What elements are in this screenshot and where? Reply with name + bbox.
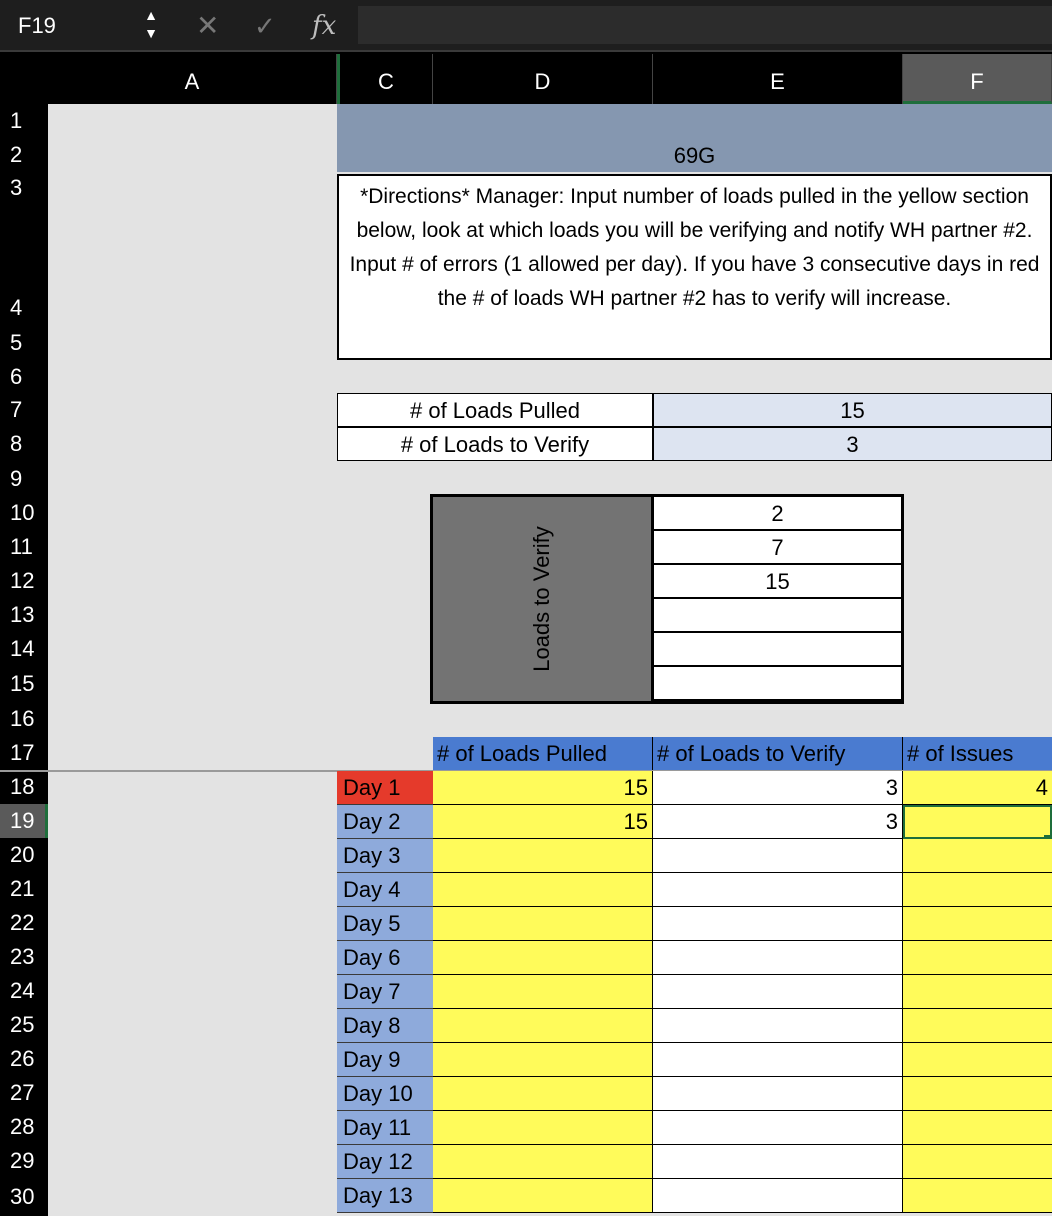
row-header-21[interactable]: 21 (10, 876, 35, 901)
row-header-8[interactable]: 8 (10, 431, 23, 456)
day-label-cell[interactable]: Day 9 (337, 1043, 433, 1077)
row-header-2[interactable]: 2 (10, 142, 23, 167)
loads-pulled-cell[interactable] (433, 907, 653, 941)
enter-icon[interactable]: ✓ (254, 11, 276, 41)
loads-verify-cell[interactable] (653, 1043, 903, 1077)
row-header-11[interactable]: 11 (10, 534, 33, 559)
loads-to-verify-box (430, 494, 904, 704)
loads-pulled-cell[interactable]: 15 (433, 771, 653, 805)
row-header-16[interactable]: 16 (10, 706, 35, 731)
row-header-18[interactable]: 18 (10, 774, 35, 799)
issues-cell[interactable] (903, 941, 1052, 975)
formula-input[interactable] (358, 6, 1052, 44)
loads-pulled-cell[interactable] (433, 1145, 653, 1179)
row-header-26[interactable]: 26 (10, 1046, 35, 1071)
row-header-5[interactable]: 5 (10, 330, 23, 355)
row-header-14[interactable]: 14 (10, 636, 35, 661)
day-label-cell[interactable]: Day 7 (337, 975, 433, 1009)
header-loads-to-verify[interactable]: # of Loads to Verify (653, 737, 903, 771)
loads-verify-cell[interactable]: 3 (653, 805, 903, 839)
day-label-cell[interactable]: Day 5 (337, 907, 433, 941)
verify-load-cell[interactable]: 7 (654, 531, 901, 565)
row-header-4[interactable]: 4 (10, 295, 23, 320)
header-issues[interactable]: # of Issues (903, 737, 1052, 771)
column-headers (0, 54, 1052, 104)
loads-verify-cell[interactable] (653, 975, 903, 1009)
cancel-icon[interactable]: ✕ (196, 10, 220, 41)
row-header-17[interactable]: 17 (10, 740, 35, 765)
loads-verify-cell[interactable] (653, 1111, 903, 1145)
loads-pulled-cell[interactable] (433, 1009, 653, 1043)
loads-to-verify-list (654, 497, 901, 701)
verify-load-cell[interactable] (654, 633, 901, 667)
column-header-e[interactable]: E (653, 54, 903, 104)
loads-pulled-value[interactable]: 15 (653, 393, 1052, 427)
insert-function-icon[interactable]: fx (312, 11, 337, 41)
loads-verify-cell[interactable] (653, 1145, 903, 1179)
day-label-cell[interactable]: Day 2 (337, 805, 433, 839)
issues-cell[interactable] (903, 1111, 1052, 1145)
row-headers (0, 104, 48, 1216)
day-label-cell[interactable]: Day 13 (337, 1179, 433, 1213)
loads-pulled-cell[interactable]: 15 (433, 805, 653, 839)
loads-verify-cell[interactable] (653, 873, 903, 907)
issues-cell[interactable] (903, 839, 1052, 873)
row-header-28[interactable]: 28 (10, 1114, 35, 1139)
row-header-6[interactable]: 6 (10, 364, 23, 389)
loads-verify-cell[interactable] (653, 1077, 903, 1111)
loads-verify-label: # of Loads to Verify (337, 427, 653, 461)
issues-cell[interactable] (903, 1179, 1052, 1213)
issues-cell[interactable] (903, 975, 1052, 1009)
directions-cell[interactable]: *Directions* Manager: Input number of loads pulled in the yellow section below, look at which loads you will be verifying and notify WH partner #2. Input # of errors (1 allowed per day). If you have 3 consecutive days in red the # of loads WH partner #2 has to verify will increase. (337, 174, 1052, 360)
loads-verify-cell[interactable] (653, 1179, 903, 1213)
row-header-9[interactable]: 9 (10, 466, 23, 491)
day-label-cell[interactable]: Day 12 (337, 1145, 433, 1179)
row-header-22[interactable]: 22 (10, 910, 35, 935)
issues-cell[interactable] (903, 1145, 1052, 1179)
loads-pulled-cell[interactable] (433, 839, 653, 873)
issues-cell[interactable] (903, 1077, 1052, 1111)
row-header-29[interactable]: 29 (10, 1148, 35, 1173)
loads-pulled-cell[interactable] (433, 941, 653, 975)
issues-cell[interactable] (903, 1009, 1052, 1043)
formula-bar (0, 0, 1052, 52)
loads-to-verify-label: Loads to Verify (528, 526, 554, 672)
row-header-7[interactable]: 7 (10, 397, 23, 422)
day-label-cell[interactable]: Day 8 (337, 1009, 433, 1043)
row-header-23[interactable]: 23 (10, 944, 35, 969)
day-label-cell[interactable]: Day 6 (337, 941, 433, 975)
column-header-d[interactable]: D (433, 54, 653, 104)
day-label-cell[interactable]: Day 3 (337, 839, 433, 873)
loads-verify-value[interactable]: 3 (653, 427, 1052, 461)
row-header-19[interactable]: 19 (0, 804, 48, 838)
issues-cell[interactable] (903, 873, 1052, 907)
day-label-cell[interactable]: Day 1 (337, 771, 433, 805)
row-header-15[interactable]: 15 (10, 671, 35, 696)
day-label-cell[interactable]: Day 10 (337, 1077, 433, 1111)
loads-verify-cell[interactable]: 3 (653, 771, 903, 805)
issues-cell[interactable]: 4 (903, 771, 1052, 805)
row-header-12[interactable]: 12 (10, 568, 35, 593)
loads-verify-cell[interactable] (653, 941, 903, 975)
day-label-cell[interactable]: Day 4 (337, 873, 433, 907)
verify-load-cell[interactable] (654, 599, 901, 633)
loads-to-verify-label-cell[interactable] (433, 497, 654, 701)
column-header-f[interactable]: F (903, 54, 1052, 104)
issues-cell[interactable] (903, 907, 1052, 941)
row-header-27[interactable]: 27 (10, 1080, 35, 1105)
name-box-stepper-icon[interactable]: ▲ ▼ (144, 7, 158, 41)
row-header-1[interactable]: 1 (10, 108, 23, 133)
loads-pulled-cell[interactable] (433, 873, 653, 907)
sheet-title: 69G (673, 143, 716, 168)
row-header-20[interactable]: 20 (10, 842, 35, 867)
loads-pulled-cell[interactable] (433, 1043, 653, 1077)
loads-verify-cell[interactable] (653, 839, 903, 873)
sheet-title-cell[interactable] (337, 104, 1052, 172)
verify-load-cell[interactable]: 15 (654, 565, 901, 599)
row-header-30[interactable]: 30 (10, 1184, 35, 1209)
loads-pulled-cell[interactable] (433, 1179, 653, 1213)
name-box[interactable]: F19 (18, 13, 56, 38)
column-header-c[interactable]: C (337, 54, 433, 104)
header-loads-pulled[interactable]: # of Loads Pulled (433, 737, 653, 771)
issues-cell[interactable] (903, 1043, 1052, 1077)
loads-pulled-label: # of Loads Pulled (337, 393, 653, 427)
loads-verify-cell[interactable] (653, 1009, 903, 1043)
loads-pulled-cell[interactable] (433, 1111, 653, 1145)
column-header-a[interactable]: A (48, 54, 337, 104)
loads-verify-cell[interactable] (653, 907, 903, 941)
loads-pulled-cell[interactable] (433, 975, 653, 1009)
row-header-24[interactable]: 24 (10, 978, 35, 1003)
verify-load-cell[interactable]: 2 (654, 497, 901, 531)
row-header-13[interactable]: 13 (10, 602, 35, 627)
verify-load-cell[interactable] (654, 667, 901, 701)
row-header-10[interactable]: 10 (10, 500, 35, 525)
row-header-25[interactable]: 25 (10, 1012, 35, 1037)
loads-pulled-cell[interactable] (433, 1077, 653, 1111)
row-header-3[interactable]: 3 (10, 175, 23, 200)
day-label-cell[interactable]: Day 11 (337, 1111, 433, 1145)
selected-cell-f19[interactable] (903, 805, 1052, 839)
